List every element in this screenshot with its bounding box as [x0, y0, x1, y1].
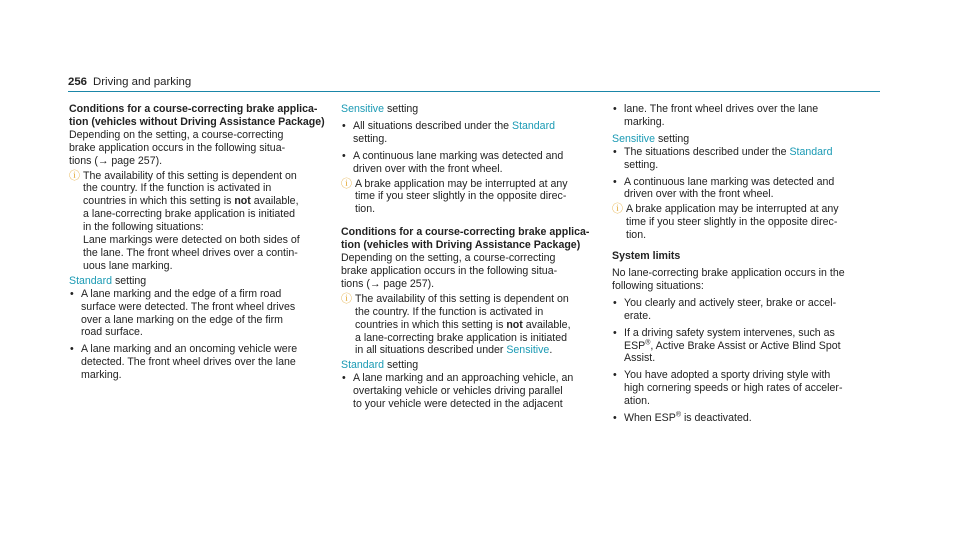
- info-icon: ⓘ: [69, 169, 80, 182]
- heading-conditions-without-package: Conditions for a course-correcting brake applica- tion (vehicles without Driving Assistance Package): [69, 103, 325, 128]
- standard-link[interactable]: Standard: [789, 145, 833, 158]
- list-item-continued: • lane. The front wheel drives over the lane marking.: [612, 103, 874, 129]
- column-1: [69, 103, 327, 382]
- list-item: • A continuous lane marking was detected and driven over with the front wheel.: [341, 150, 603, 176]
- list-item: • When ESP® is deactivated.: [612, 412, 874, 425]
- standard-setting-label: Standard setting: [69, 274, 147, 287]
- page-number: 256: [68, 76, 88, 88]
- note: ⓘ A brake application may be interrupted at any time if you steer slightly in the opposite direc- tion.: [612, 203, 839, 242]
- standard-link[interactable]: Standard: [69, 274, 112, 287]
- paragraph: Depending on the setting, a course-correcting brake application occurs in the following situa- tions (→ page 257).: [69, 128, 286, 167]
- note: ⓘ The availability of this setting is dependent on the country. If the function is activated in countries in which this setting is not available, a lane-correcting brake application is initiated in the following situations: Lane markings were detected on both sides of the lane. The front wheel drives over a contin- uous lane marking.: [69, 169, 300, 272]
- paragraph: Depending on the setting, a course-correcting brake application occurs in the following situa- tions (→ page 257).: [341, 252, 558, 290]
- registered-mark: ®: [645, 338, 651, 346]
- arrow-icon: →: [97, 154, 109, 167]
- registered-mark: ®: [675, 411, 681, 419]
- sensitive-setting-label: Sensitive setting: [341, 103, 419, 115]
- header-rule: [68, 91, 880, 92]
- list-item: • A continuous lane marking was detected and driven over with the front wheel.: [612, 176, 874, 202]
- list-item: • A lane marking and an approaching vehicle, an overtaking vehicle or vehicles driving parallel to your vehicle were detected in the adjacent: [341, 372, 603, 411]
- heading-conditions-with-package: Conditions for a course-correcting brake applica- tion (vehicles with Driving Assistance Package): [341, 226, 590, 252]
- sensitive-link[interactable]: Sensitive: [506, 344, 550, 357]
- sensitive-setting-label: Sensitive setting: [612, 132, 690, 145]
- heading-system-limits: System limits: [612, 250, 681, 263]
- list-item: • All situations described under the Standard setting.: [341, 120, 603, 146]
- column-2: [341, 103, 603, 411]
- paragraph: No lane-correcting brake application occurs in the following situations:: [612, 266, 845, 292]
- note: ⓘ A brake application may be interrupted at any time if you steer slightly in the opposite direc- tion.: [341, 177, 568, 216]
- list-item: • If a driving safety system intervenes, such as ESP®, Active Brake Assist or Active Blind Spot Assist.: [612, 327, 874, 366]
- list-item: • A lane marking and the edge of a firm road surface were detected. The front wheel drives over a lane marking on the edge of the firm road surface.: [69, 288, 327, 340]
- page-reference-link[interactable]: page 257).: [108, 154, 163, 167]
- info-icon: ⓘ: [341, 177, 352, 190]
- standard-link[interactable]: Standard: [512, 119, 555, 132]
- sensitive-link[interactable]: Sensitive: [612, 132, 655, 145]
- page-reference-link[interactable]: page 257).: [380, 277, 435, 290]
- info-icon: ⓘ: [341, 292, 352, 305]
- page-header: [68, 76, 191, 89]
- list-item: • You clearly and actively steer, brake or accel- erate.: [612, 297, 874, 323]
- standard-link[interactable]: Standard: [341, 359, 384, 372]
- column-3: [612, 103, 874, 425]
- arrow-icon: →: [369, 277, 381, 290]
- section-title: Driving and parking: [93, 76, 192, 88]
- standard-setting-label: Standard setting: [341, 359, 419, 372]
- sensitive-link[interactable]: Sensitive: [341, 103, 384, 115]
- list-item: • The situations described under the Standard setting.: [612, 146, 874, 172]
- note: ⓘ The availability of this setting is dependent on the country. If the function is activated in countries in which this setting is not available, a lane-correcting brake application is initiated in all situations described under Sensitive.: [341, 292, 571, 357]
- list-item: • A lane marking and an oncoming vehicle were detected. The front wheel drives over the lane marking.: [69, 343, 327, 382]
- info-icon: ⓘ: [612, 203, 623, 216]
- list-item: • You have adopted a sporty driving style with high cornering speeds or high rates of acceler- ation.: [612, 369, 874, 408]
